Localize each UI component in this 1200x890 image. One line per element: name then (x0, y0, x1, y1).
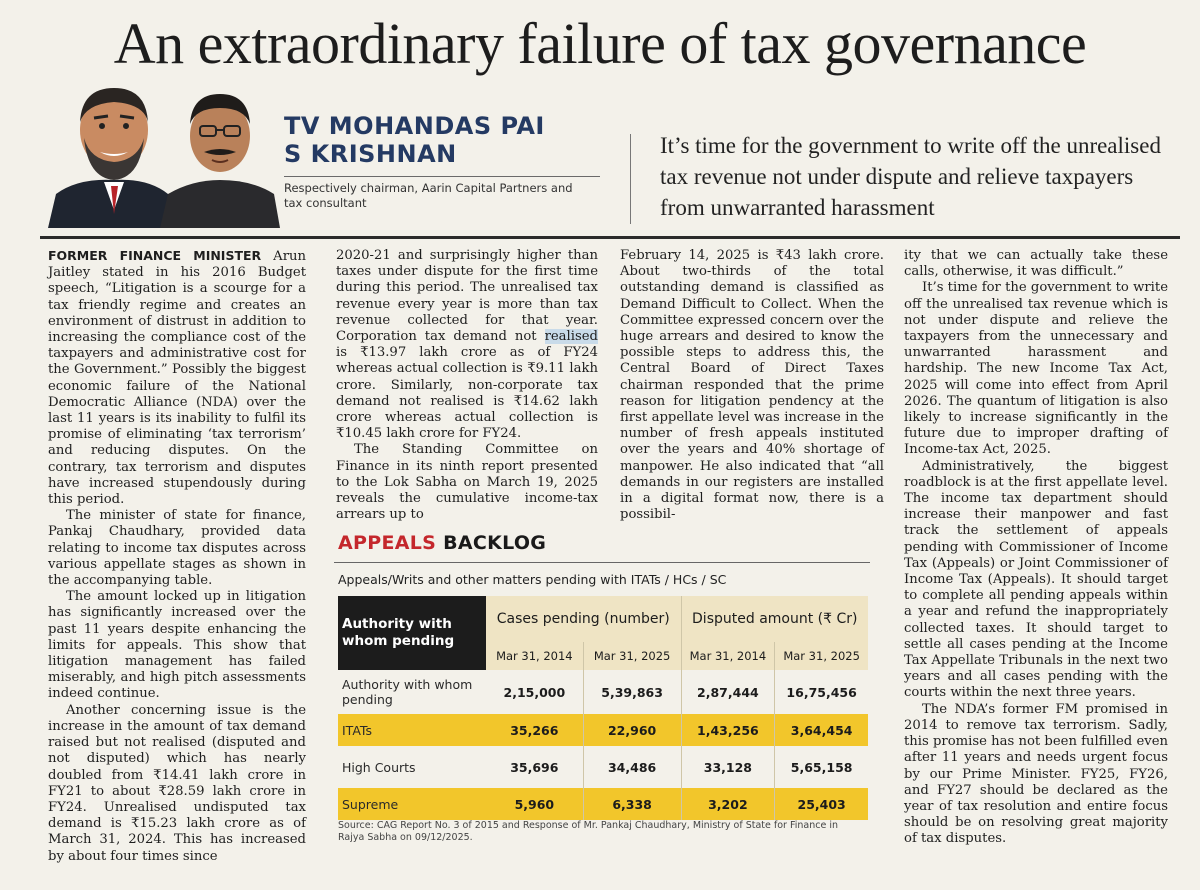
paragraph: The NDA’s former FM promised in 2014 to remove tax terrorism. Sadly, this promise has not been fulfilled even after 11 years and needs urgent focus by our Prime Minister. FY25, FY26, and FY27 should be declared as the year of tax resolution and entire focus should be on resolving great majority of tax disputes. (904, 701, 1168, 847)
column-4 (904, 248, 1168, 848)
paragraph: ity that we can actually take these calls, otherwise, it was difficult.” (904, 248, 1168, 280)
column-3 (620, 248, 884, 523)
cell: 2,15,000 (503, 684, 566, 700)
header-authority: Authority with whom pending (338, 596, 486, 670)
headline: An extraordinary failure of tax governance (113, 11, 1087, 76)
cell: 35,266 (486, 714, 583, 746)
selected-text[interactable]: realised (544, 329, 598, 345)
cell: 25,403 (775, 788, 868, 820)
author-name-1: TV MOHANDAS PAI (284, 112, 545, 140)
row-label: High Courts (342, 759, 416, 775)
deck-subheadline: It’s time for the government to write off the unrealised tax revenue not under dispute and relieve taxpayers from unwarranted harassment (660, 133, 1161, 220)
header-date: Mar 31, 2025 (583, 642, 681, 670)
author-name-2: S KRISHNAN (284, 140, 457, 168)
box-title (338, 532, 546, 554)
appeals-table (338, 596, 868, 820)
cell: 5,960 (486, 788, 583, 820)
author-caricatures-illustration (48, 82, 280, 228)
paragraph-part: is ₹13.97 lakh crore as of FY24 whereas actual collection is ₹9.11 lakh crore. Similarly, non-corporate tax demand not realised is ₹14.62 lakh crore whereas actual collection is ₹10.45 lakh crore for FY24. (336, 345, 598, 442)
paragraph: The minister of state for finance, Pankaj Chaudhary, provided data relating to income tax disputes across various appellate stages as shown in the accompanying table. (48, 508, 306, 589)
header-rule (40, 236, 1180, 239)
header-date: Mar 31, 2025 (775, 642, 868, 670)
paragraph: The Standing Committee on Finance in its ninth report presented to the Lok Sabha on March 19, 2025 reveals the cumulative income-tax arrears up to (336, 442, 598, 523)
author-divider (284, 176, 600, 177)
paragraph: Administratively, the biggest roadblock is at the first appellate level. The income tax department should increase their manpower and fast track the settlement of appeals pending with Commissioner of Income Tax (Appeals) or Joint Commissioner of Income Tax (Appeals). It should target to complete all pending appeals within a year and refund the inappropriately collected taxes. It should target to settle all cases pending at the Income Tax Appellate Tribunals in the next two years and all cases pending with the courts within the next three years. (904, 458, 1168, 701)
paragraph: It’s time for the government to write off the unrealised tax revenue which is not under dispute and relieve the taxpayers from the unnecessary and unwarranted harassment and hardship. The new Income Tax Act, 2025 will come into effect from April 2026. The quantum of litigation is also likely to increase significantly in the future due to improper drafting of Income-tax Act, 2025. (904, 280, 1168, 458)
cell: 6,338 (583, 788, 681, 820)
paragraph-part: 2020-21 and surprisingly higher than taxes under dispute for the first time during this period. The unrealised tax revenue every year is more than tax revenue collected for that year. Corporation tax demand not (336, 248, 598, 345)
header-disputed-amount: Disputed amount (₹ Cr) (681, 596, 868, 642)
cell: 2,87,444 (681, 670, 775, 714)
author-description: Respectively chairman, Aarin Capital Partners and tax consultant (284, 181, 573, 210)
header-date: Mar 31, 2014 (486, 642, 583, 670)
row-label: ITATs (338, 714, 486, 746)
paragraph: Arun Jaitley stated in his 2016 Budget speech, “Litigation is a scourge for a tax friendly regime and creates an environment of distrust in addition to increasing the compliance cost of the taxpayers and administrative cost for the Government.” Possibly the biggest economic failure of the National Democratic Alliance (NDA) over the last 11 years is its inability to fulfil its promise of eliminating ‘tax terrorism’ and reducing disputes. On the contrary, tax terrorism and disputes have increased stupendously during this period. (48, 249, 306, 508)
cell: 22,960 (583, 714, 681, 746)
table-source: Source: CAG Report No. 3 of 2015 and Response of Mr. Pankaj Chaudhary, Ministry of State for Finance in Rajya Sabha on 09/12/2025. (338, 820, 838, 843)
box-title-red: APPEALS (338, 532, 437, 554)
lead-in: FORMER FINANCE MINISTER (48, 248, 262, 263)
box-subtitle: Appeals/Writs and other matters pending with ITATs / HCs / SC (338, 572, 727, 587)
box-divider (334, 562, 870, 563)
column-1 (48, 248, 306, 865)
table-row (338, 670, 868, 714)
header-date: Mar 31, 2014 (681, 642, 775, 670)
table-row (338, 788, 868, 820)
table-row (338, 714, 868, 746)
cell: 16,75,456 (775, 670, 868, 714)
paragraph: The amount locked up in litigation has significantly increased over the past 11 years despite enhancing the limits for appeals. This show that litigation management has failed miserably, and high pitch assessments indeed continue. (48, 589, 306, 702)
cell: 34,486 (583, 746, 681, 788)
paragraph: Another concerning issue is the increase in the amount of tax demand raised but not realised (disputed and not disputed) which has nearly doubled from ₹14.41 lakh crore in FY21 to about ₹28.59 lakh crore in FY24. Unrealised undisputed tax demand is ₹15.23 lakh crore as of March 31, 2024. This has increased by about four times since (48, 702, 306, 864)
cell: 3,64,454 (775, 714, 868, 746)
cell: 33,128 (681, 746, 775, 788)
cell: 1,43,256 (681, 714, 775, 746)
author-block (284, 112, 614, 211)
paragraph: February 14, 2025 is ₹43 lakh crore. About two-thirds of the total outstanding demand is classified as Demand Difficult to Collect. When the Committee expressed concern over the huge arrears and desired to know the possible steps to address this, the Central Board of Direct Taxes chairman responded that the prime reason for litigation pendency at the first appellate level was increase in the number of fresh appeals instituted over the years and 40% shortage of manpower. He also indicated that “all demands in our registers are installed in a digital format now, there is a possibil- (620, 248, 884, 523)
cell: 5,65,158 (775, 746, 868, 788)
header-cases-pending: Cases pending (number) (486, 596, 681, 642)
cell: 5,39,863 (583, 670, 681, 714)
box-title-dark: BACKLOG (443, 532, 547, 554)
column-2 (336, 248, 598, 523)
deck-divider (630, 134, 631, 224)
cell: 3,202 (681, 788, 775, 820)
row-label: Supreme (338, 788, 486, 820)
appeals-backlog-box (334, 528, 872, 846)
row-label: Authority with whom pending (342, 677, 473, 707)
table-row (338, 746, 868, 788)
cell: 35,696 (510, 759, 559, 775)
